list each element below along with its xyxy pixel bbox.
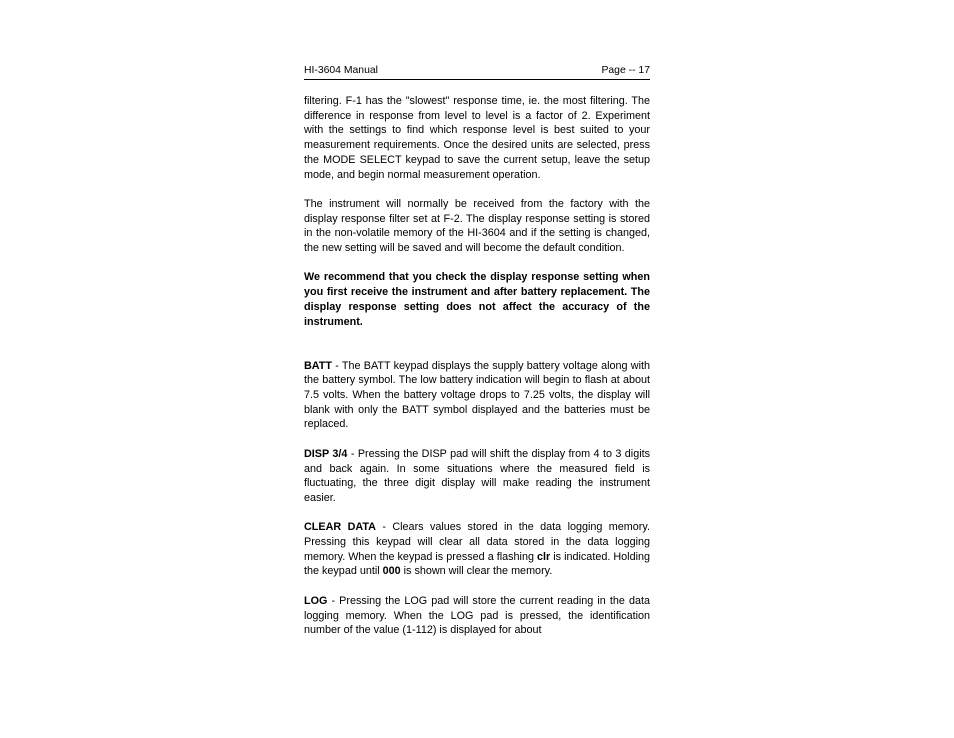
paragraph-batt xyxy=(304,359,650,433)
manual-page xyxy=(304,64,650,638)
paragraph-filtering: filtering. F-1 has the "slowest" response time, ie. the most filtering. The difference in response from level to level is a factor of 2. Experiment with the settings to find which response level is best suited to your measurement requirements. Once the desired units are selected, press the MODE SELECT keypad to save the current setup, leave the setup mode, and begin normal measurement operation. xyxy=(304,95,650,181)
clr-indicator: clr xyxy=(537,550,551,563)
paragraph-recommendation: We recommend that you check the display response setting when you first receive the instrument and after battery replacement. The display response setting does not affect the accuracy of the instrument. xyxy=(304,271,650,328)
paragraph-clear-data xyxy=(304,520,650,579)
log-description: - Pressing the LOG pad will store the current reading in the data logging memory. When the LOG pad is pressed, the identification number of the value (1-112) is displayed for about xyxy=(304,594,650,637)
batt-description: - The BATT keypad displays the supply battery voltage along with the battery symbol. The low battery indication will begin to flash at about 7.5 volts. When the battery voltage drops to 7.25 volts, the display will blank with only the BATT symbol displayed and the batteries must be replaced. xyxy=(304,359,650,431)
clear-data-description-2: is indicated. Holding the keypad until xyxy=(304,550,650,578)
paragraph-disp xyxy=(304,447,650,506)
batt-term: BATT xyxy=(304,359,332,372)
page-header xyxy=(304,64,650,80)
page-number: Page -- 17 xyxy=(601,65,650,76)
clear-data-description-1: - Clears values stored in the data logging memory. Pressing this keypad will clear all data stored in the data logging memory. When the keypad is pressed a flashing xyxy=(304,521,650,563)
disp-description: - Pressing the DISP pad will shift the display from 4 to 3 digits and back again. In some situations where the measured field is fluctuating, the three digit display will make reading the instrument easier. xyxy=(304,447,650,504)
clear-data-term: CLEAR DATA xyxy=(304,521,376,534)
clear-data-description-3: is shown will clear the memory. xyxy=(400,565,553,578)
disp-term: DISP 3/4 xyxy=(304,447,348,460)
manual-title: HI-3604 Manual xyxy=(304,65,378,76)
page-content xyxy=(304,94,650,638)
paragraph-factory-setting: The instrument will normally be received from the factory with the display response filter set at F-2. The display response setting is stored in the non-volatile memory of the HI-3604 and if the setting is changed, the new setting will be saved and will become the default condition. xyxy=(304,197,650,255)
zeros-indicator: 000 xyxy=(382,565,401,578)
paragraph-log xyxy=(304,594,650,638)
log-term: LOG xyxy=(304,594,328,607)
